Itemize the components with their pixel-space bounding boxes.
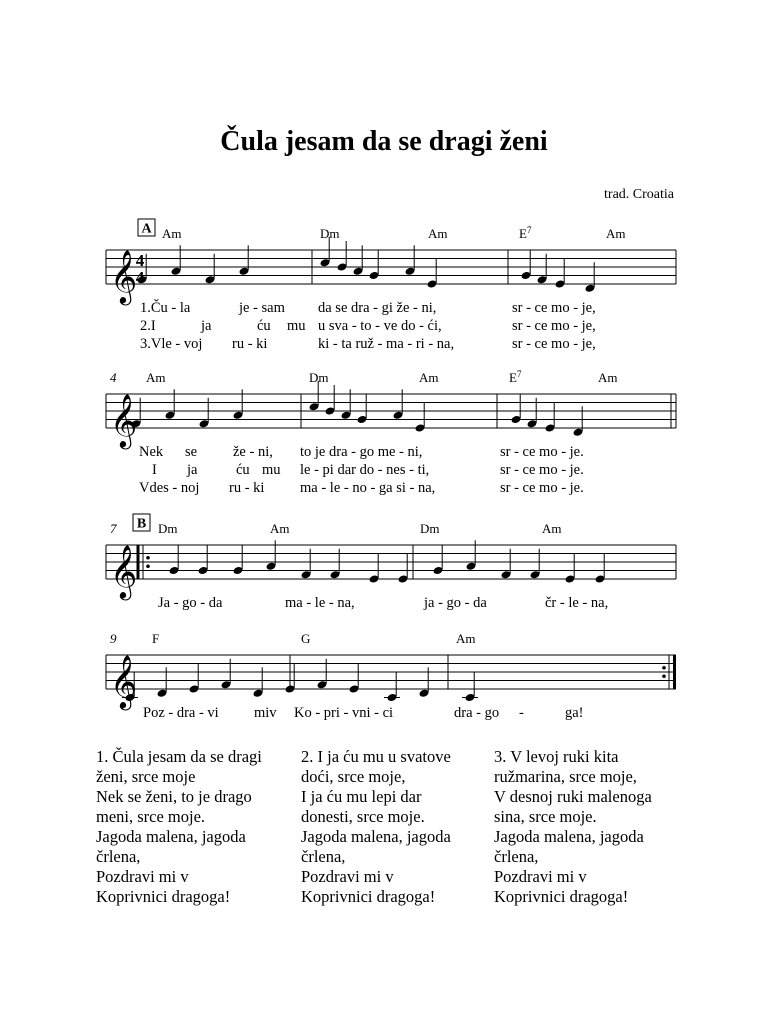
verse-line: črlena, bbox=[494, 847, 539, 866]
verse-line: Jagoda malena, jagoda bbox=[96, 827, 246, 846]
verse-line: Pozdravi mi v bbox=[494, 867, 587, 886]
lyric-syllables: miv bbox=[254, 705, 277, 721]
lyric-syllables: 2.I bbox=[140, 318, 156, 334]
lyric-syllables: že - ni, bbox=[233, 444, 273, 460]
lyric-syllables: je - sam bbox=[239, 300, 285, 316]
measure-number: 4 bbox=[110, 370, 117, 385]
composer-credit: trad. Croatia bbox=[604, 187, 674, 202]
repeat-dot bbox=[146, 556, 150, 560]
chord-symbol: Am bbox=[270, 521, 290, 536]
rehearsal-mark: A bbox=[141, 221, 152, 237]
verse-1 bbox=[96, 747, 288, 907]
lyric-syllables: u sva - to - ve do - ći, bbox=[318, 318, 442, 334]
treble-clef-icon: 𝄞 bbox=[110, 395, 138, 446]
verse-line: Koprivnici dragoga! bbox=[301, 887, 436, 906]
chord-symbol: Am bbox=[419, 370, 439, 385]
lyric-syllables: Ja - go - da bbox=[158, 595, 223, 611]
verse-line: sina, srce moje. bbox=[494, 807, 597, 826]
verse-2 bbox=[301, 747, 493, 907]
verse-texts bbox=[96, 747, 696, 927]
verse-line: ženi, srce moje bbox=[96, 767, 196, 786]
chord-symbol: F bbox=[152, 631, 160, 646]
lyric-syllables: sr - ce mo - je. bbox=[500, 480, 584, 496]
chord-symbol: Am bbox=[598, 370, 618, 385]
verse-line: 2. I ja ću mu u svatove bbox=[301, 747, 451, 766]
chord-symbol: G bbox=[301, 631, 311, 646]
treble-clef-icon: 𝄞 bbox=[110, 251, 138, 302]
rehearsal-mark: B bbox=[136, 516, 147, 532]
lyric-syllables: ki - ta ruž - ma - ri - na, bbox=[318, 336, 455, 352]
chord-symbol: Am bbox=[606, 226, 626, 241]
chord-symbol: Am bbox=[542, 521, 562, 536]
verse-line: ružmarina, srce moje, bbox=[494, 767, 637, 786]
lyric-syllables: 1.Ču - la bbox=[140, 300, 191, 316]
lyric-syllables: Poz - dra - vi bbox=[143, 705, 219, 721]
verse-line: Pozdravi mi v bbox=[96, 867, 189, 886]
lyric-syllables: dra - go bbox=[454, 705, 500, 721]
verse-line: črlena, bbox=[96, 847, 141, 866]
verse-line: črlena, bbox=[301, 847, 346, 866]
repeat-dot bbox=[662, 674, 666, 678]
treble-clef-icon: 𝄞 bbox=[110, 656, 138, 707]
verse-line: Pozdravi mi v bbox=[301, 867, 394, 886]
lyric-syllables: Vdes - noj bbox=[139, 480, 200, 496]
verse-line: Jagoda malena, jagoda bbox=[301, 827, 451, 846]
lyric-syllables: ma - le - na, bbox=[285, 595, 355, 611]
chord-symbol: Am bbox=[162, 226, 182, 241]
repeat-dot bbox=[662, 666, 666, 670]
lyric-syllables: da se dra - gi že - ni, bbox=[318, 300, 437, 316]
lyric-syllables: čr - le - na, bbox=[545, 595, 609, 611]
lyric-syllables: Nek bbox=[139, 444, 164, 460]
lyric-syllables: ma - le - no - ga si - na, bbox=[300, 480, 436, 496]
lyric-syllables: ja - go - da bbox=[424, 595, 487, 611]
lyric-syllables: 3.Vle - voj bbox=[140, 336, 203, 352]
verse-line: Koprivnici dragoga! bbox=[494, 887, 629, 906]
chord-symbol: Am bbox=[428, 226, 448, 241]
lyric-syllables: ga! bbox=[565, 705, 584, 721]
time-signature-bottom: 4 bbox=[135, 268, 145, 287]
treble-clef-icon: 𝄞 bbox=[110, 546, 138, 597]
lyric-syllables: ru - ki bbox=[232, 336, 268, 352]
chord-symbol: Am bbox=[146, 370, 166, 385]
verse-line: 1. Čula jesam da se dragi bbox=[96, 747, 262, 766]
lyric-syllables: ru - ki bbox=[229, 480, 265, 496]
time-signature-top: 4 bbox=[135, 251, 145, 270]
lyric-syllables: ću bbox=[257, 318, 271, 334]
lyric-syllables: se bbox=[185, 444, 198, 460]
measure-number: 9 bbox=[110, 631, 117, 646]
verse-line: V desnoj ruki malenoga bbox=[494, 787, 652, 806]
lyric-syllables: Ko - pri - vni - ci bbox=[294, 705, 394, 721]
verse-line: 3. V levoj ruki kita bbox=[494, 747, 619, 766]
lyric-syllables: sr - ce mo - je. bbox=[500, 444, 584, 460]
song-title: Čula jesam da se dragi ženi bbox=[220, 126, 548, 157]
verse-line: Nek se ženi, to je drago bbox=[96, 787, 252, 806]
lyric-syllables: ću bbox=[236, 462, 250, 478]
lyric-syllables: sr - ce mo - je, bbox=[512, 300, 596, 316]
chord-symbol: Dm bbox=[309, 370, 329, 385]
lyric-syllables: sr - ce mo - je. bbox=[500, 462, 584, 478]
staff-system bbox=[106, 219, 676, 352]
verse-line: donesti, srce moje. bbox=[301, 807, 425, 826]
lyric-syllables: to je dra - go me - ni, bbox=[300, 444, 423, 460]
chord-symbol: Dm bbox=[420, 521, 440, 536]
verse-line: doći, srce moje, bbox=[301, 767, 406, 786]
lyric-syllables: sr - ce mo - je, bbox=[512, 318, 596, 334]
staff-system bbox=[106, 514, 676, 611]
lyric-syllables: mu bbox=[287, 318, 306, 334]
verse-line: I ja ću mu lepi dar bbox=[301, 787, 422, 806]
lyric-syllables: sr - ce mo - je, bbox=[512, 336, 596, 352]
verse-line: meni, srce moje. bbox=[96, 807, 206, 826]
verse-3 bbox=[494, 747, 686, 907]
chord-symbol: $E^7$ bbox=[509, 369, 522, 385]
lyric-syllables: le - pi dar do - nes - ti, bbox=[300, 462, 430, 478]
chord-symbol: Dm bbox=[158, 521, 178, 536]
repeat-dot bbox=[146, 564, 150, 568]
verse-line: Koprivnici dragoga! bbox=[96, 887, 231, 906]
lyric-syllables: I bbox=[152, 462, 157, 478]
chord-symbol: Am bbox=[456, 631, 476, 646]
chord-symbol: Dm bbox=[320, 226, 340, 241]
verse-line: Jagoda malena, jagoda bbox=[494, 827, 644, 846]
chord-symbol: $E^7$ bbox=[519, 225, 532, 241]
staff-system bbox=[106, 369, 676, 496]
lyric-syllables: ja bbox=[201, 318, 212, 334]
measure-number: 7 bbox=[110, 521, 117, 536]
lyric-syllables: mu bbox=[262, 462, 281, 478]
lyric-syllables: ja bbox=[187, 462, 198, 478]
lyric-syllables: - bbox=[519, 705, 524, 721]
staff-system bbox=[106, 631, 676, 721]
